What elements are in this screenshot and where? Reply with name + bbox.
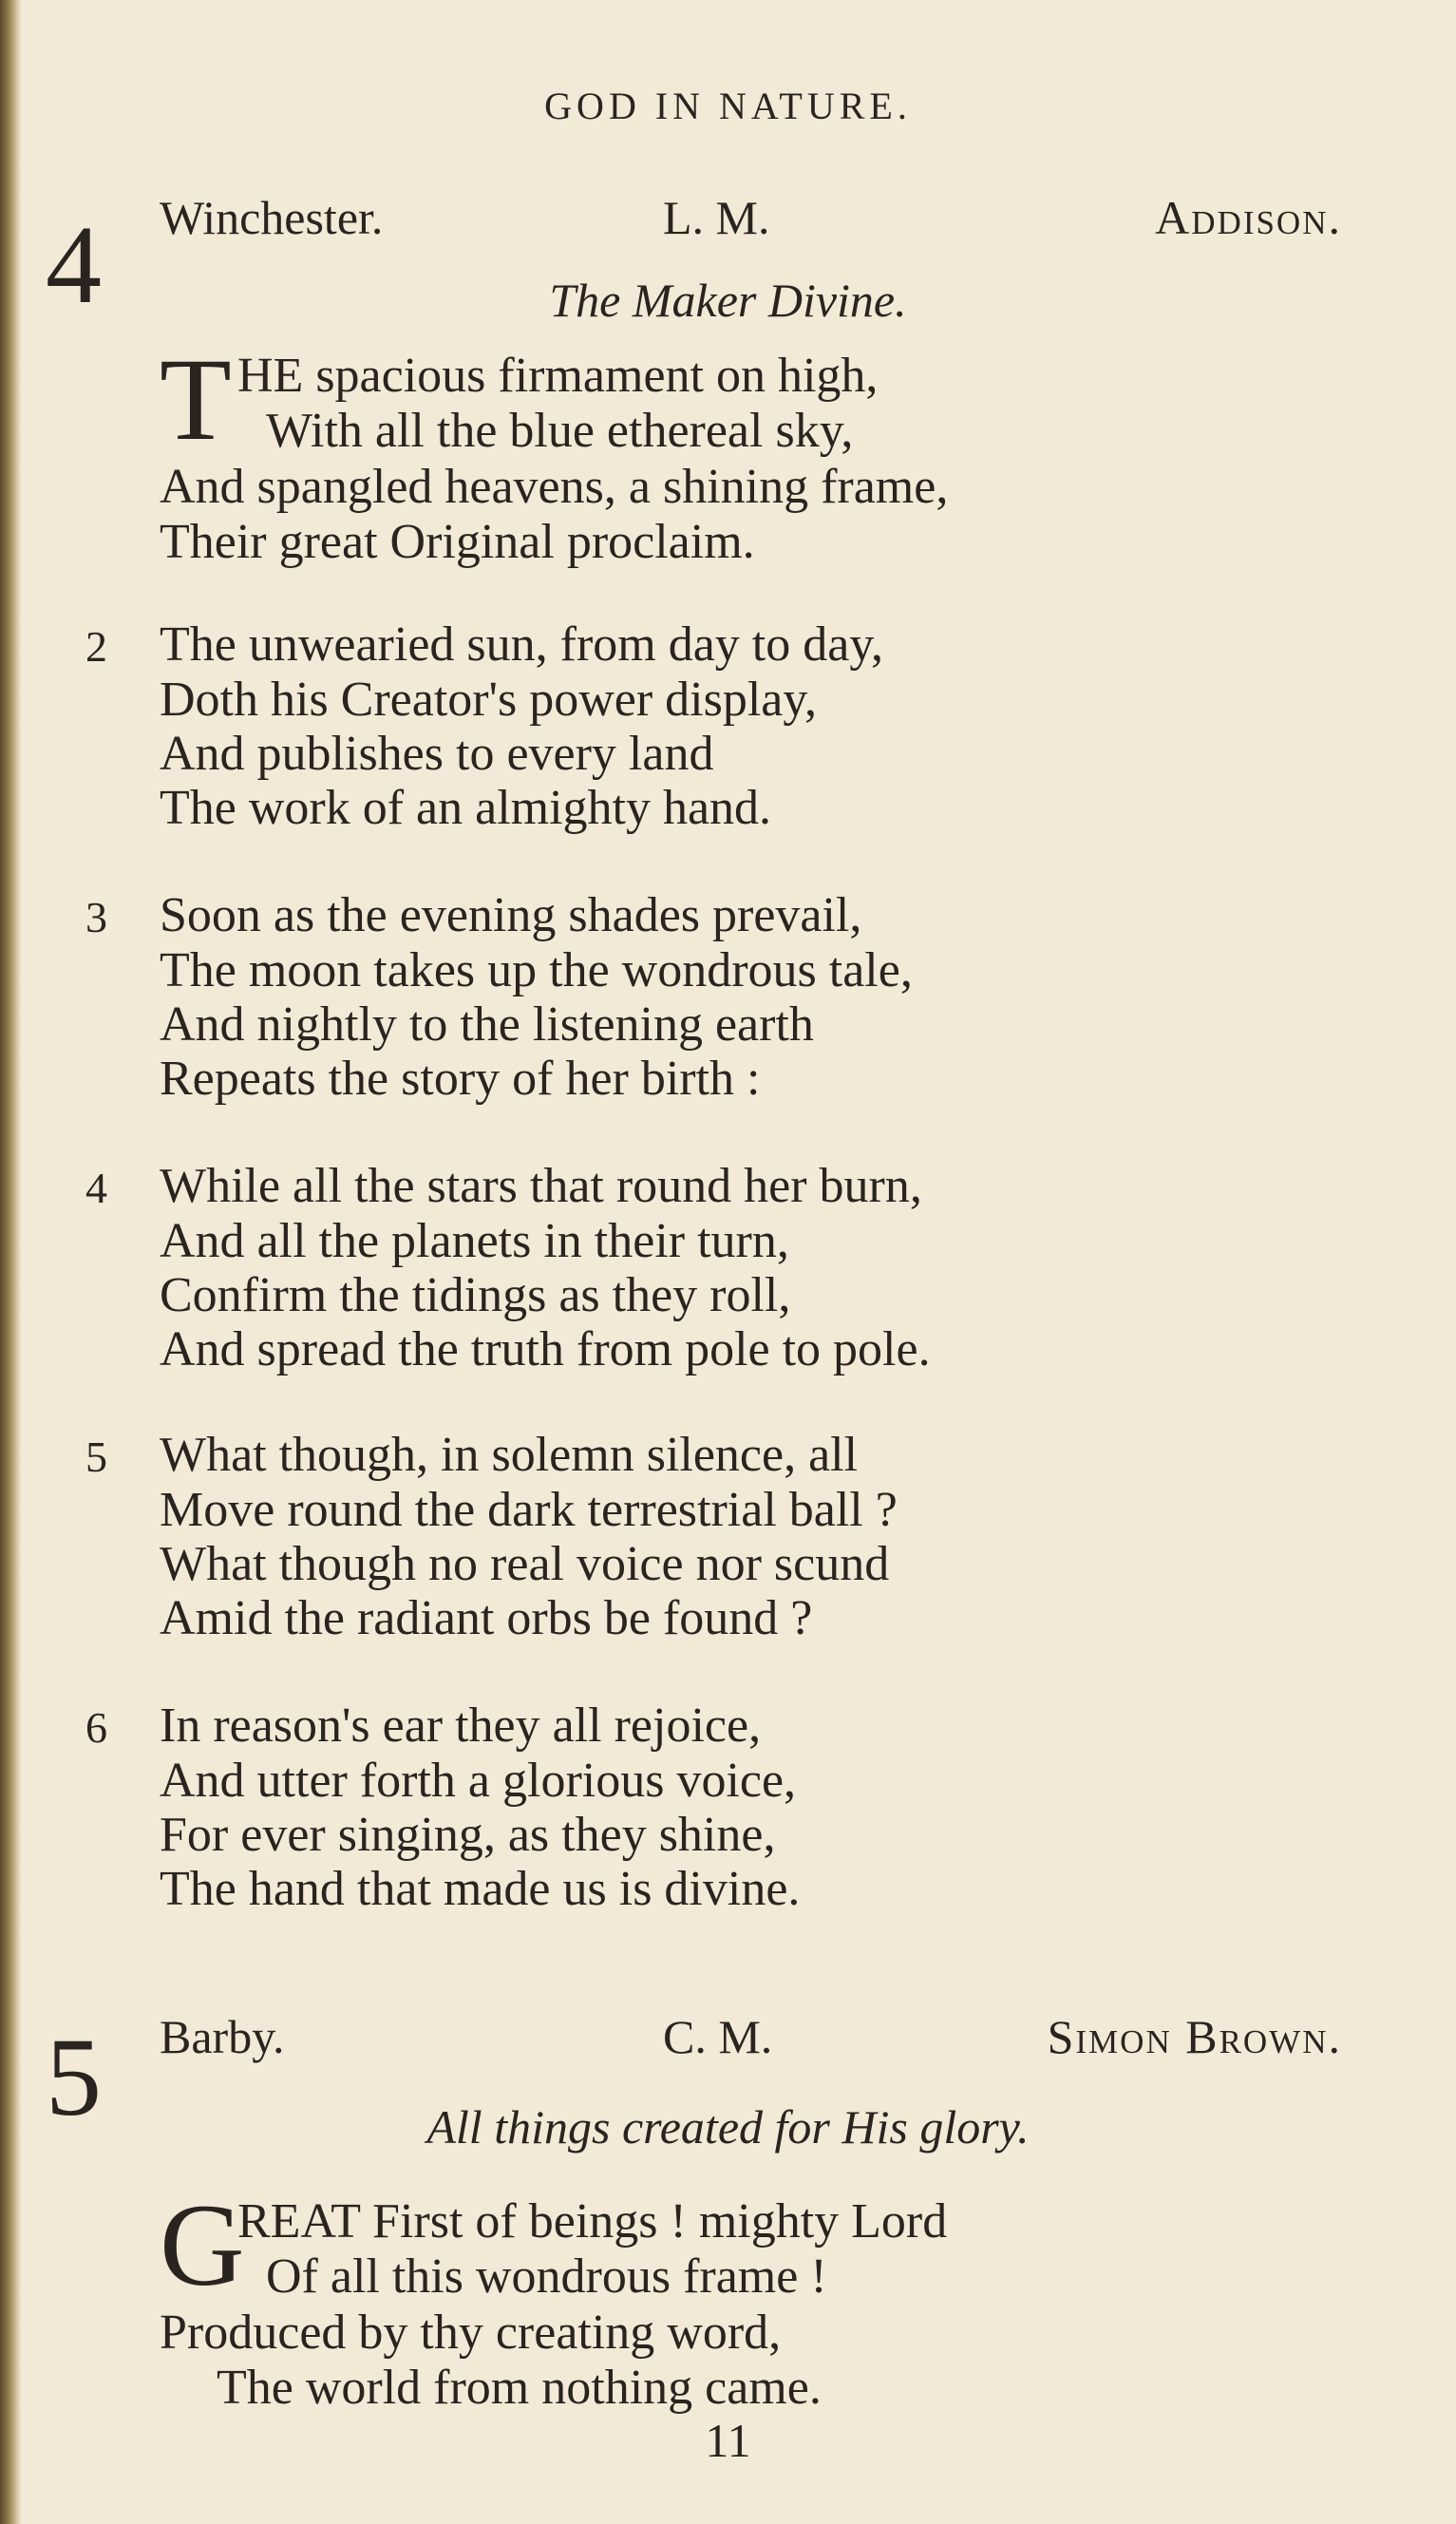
verse-line: What though, in solemn silence, all	[160, 1428, 859, 1482]
verse-line: The unwearied sun, from day to day,	[160, 617, 883, 672]
verse-line: Amid the radiant orbs be found ?	[160, 1591, 813, 1645]
drop-cap: T	[160, 334, 232, 465]
verse-line: And all the planets in their turn,	[160, 1214, 789, 1268]
verse-line: And utter forth a glorious voice,	[160, 1754, 797, 1808]
hymn-number: 5	[46, 2015, 102, 2139]
verse-line: Produced by thy creating word,	[160, 2306, 782, 2360]
page-number: 11	[705, 2414, 751, 2467]
verse-line: REAT First of beings ! mighty Lord	[237, 2194, 948, 2249]
verse-line: Their great Original proclaim.	[160, 515, 755, 569]
verse-line: And publishes to every land	[160, 727, 714, 781]
running-head: GOD IN NATURE.	[544, 85, 912, 127]
hymn-number: 4	[46, 202, 102, 327]
stanza-number: 6	[85, 1703, 107, 1752]
tune-name: Barby.	[160, 2010, 285, 2063]
hymn-header	[160, 190, 1342, 247]
meter: L. M.	[663, 191, 770, 244]
drop-cap: G	[160, 2180, 245, 2310]
verse-line: The moon takes up the wondrous tale,	[160, 943, 913, 997]
tune-name: Winchester.	[160, 191, 384, 244]
verse-line: Repeats the story of her birth :	[160, 1052, 761, 1106]
hymn-header	[160, 2009, 1342, 2066]
verse-line: The world from nothing came.	[217, 2361, 822, 2415]
verse-line: And spread the truth from pole to pole.	[160, 1322, 931, 1376]
verse-line: Of all this wondrous frame !	[266, 2249, 827, 2304]
stanza-number: 5	[85, 1433, 107, 1481]
author-name: Addison.	[1155, 191, 1342, 244]
verse-line: The work of an almighty hand.	[160, 781, 772, 835]
verse-line: Move round the dark terrestrial ball ?	[160, 1483, 898, 1537]
verse-line: And spangled heavens, a shining frame,	[160, 460, 949, 514]
verse-line: With all the blue ethereal sky,	[266, 404, 854, 458]
verse-line: The hand that made us is divine.	[160, 1862, 801, 1916]
stanza-number: 3	[85, 893, 107, 941]
hymn-subtitle: The Maker Divine.	[549, 274, 907, 327]
verse-line: Doth his Creator's power display,	[160, 673, 817, 727]
hymn-subtitle: All things created for His glory.	[426, 2100, 1030, 2154]
verse-line: And nightly to the listening earth	[160, 997, 814, 1052]
verse-line: Confirm the tidings as they roll,	[160, 1268, 791, 1322]
stanza-number: 2	[85, 622, 107, 671]
verse-line: While all the stars that round her burn,	[160, 1159, 922, 1213]
stanza-number: 4	[85, 1164, 107, 1212]
verse-line: Soon as the evening shades prevail,	[160, 888, 862, 942]
verse-line: HE spacious firmament on high,	[237, 349, 879, 403]
verse-line: What though no real voice nor scund	[160, 1537, 890, 1591]
author-name: Simon Brown.	[1047, 2010, 1342, 2063]
verse-line: For ever singing, as they shine,	[160, 1808, 776, 1862]
meter: C. M.	[663, 2010, 773, 2063]
verse-line: In reason's ear they all rejoice,	[160, 1698, 762, 1753]
